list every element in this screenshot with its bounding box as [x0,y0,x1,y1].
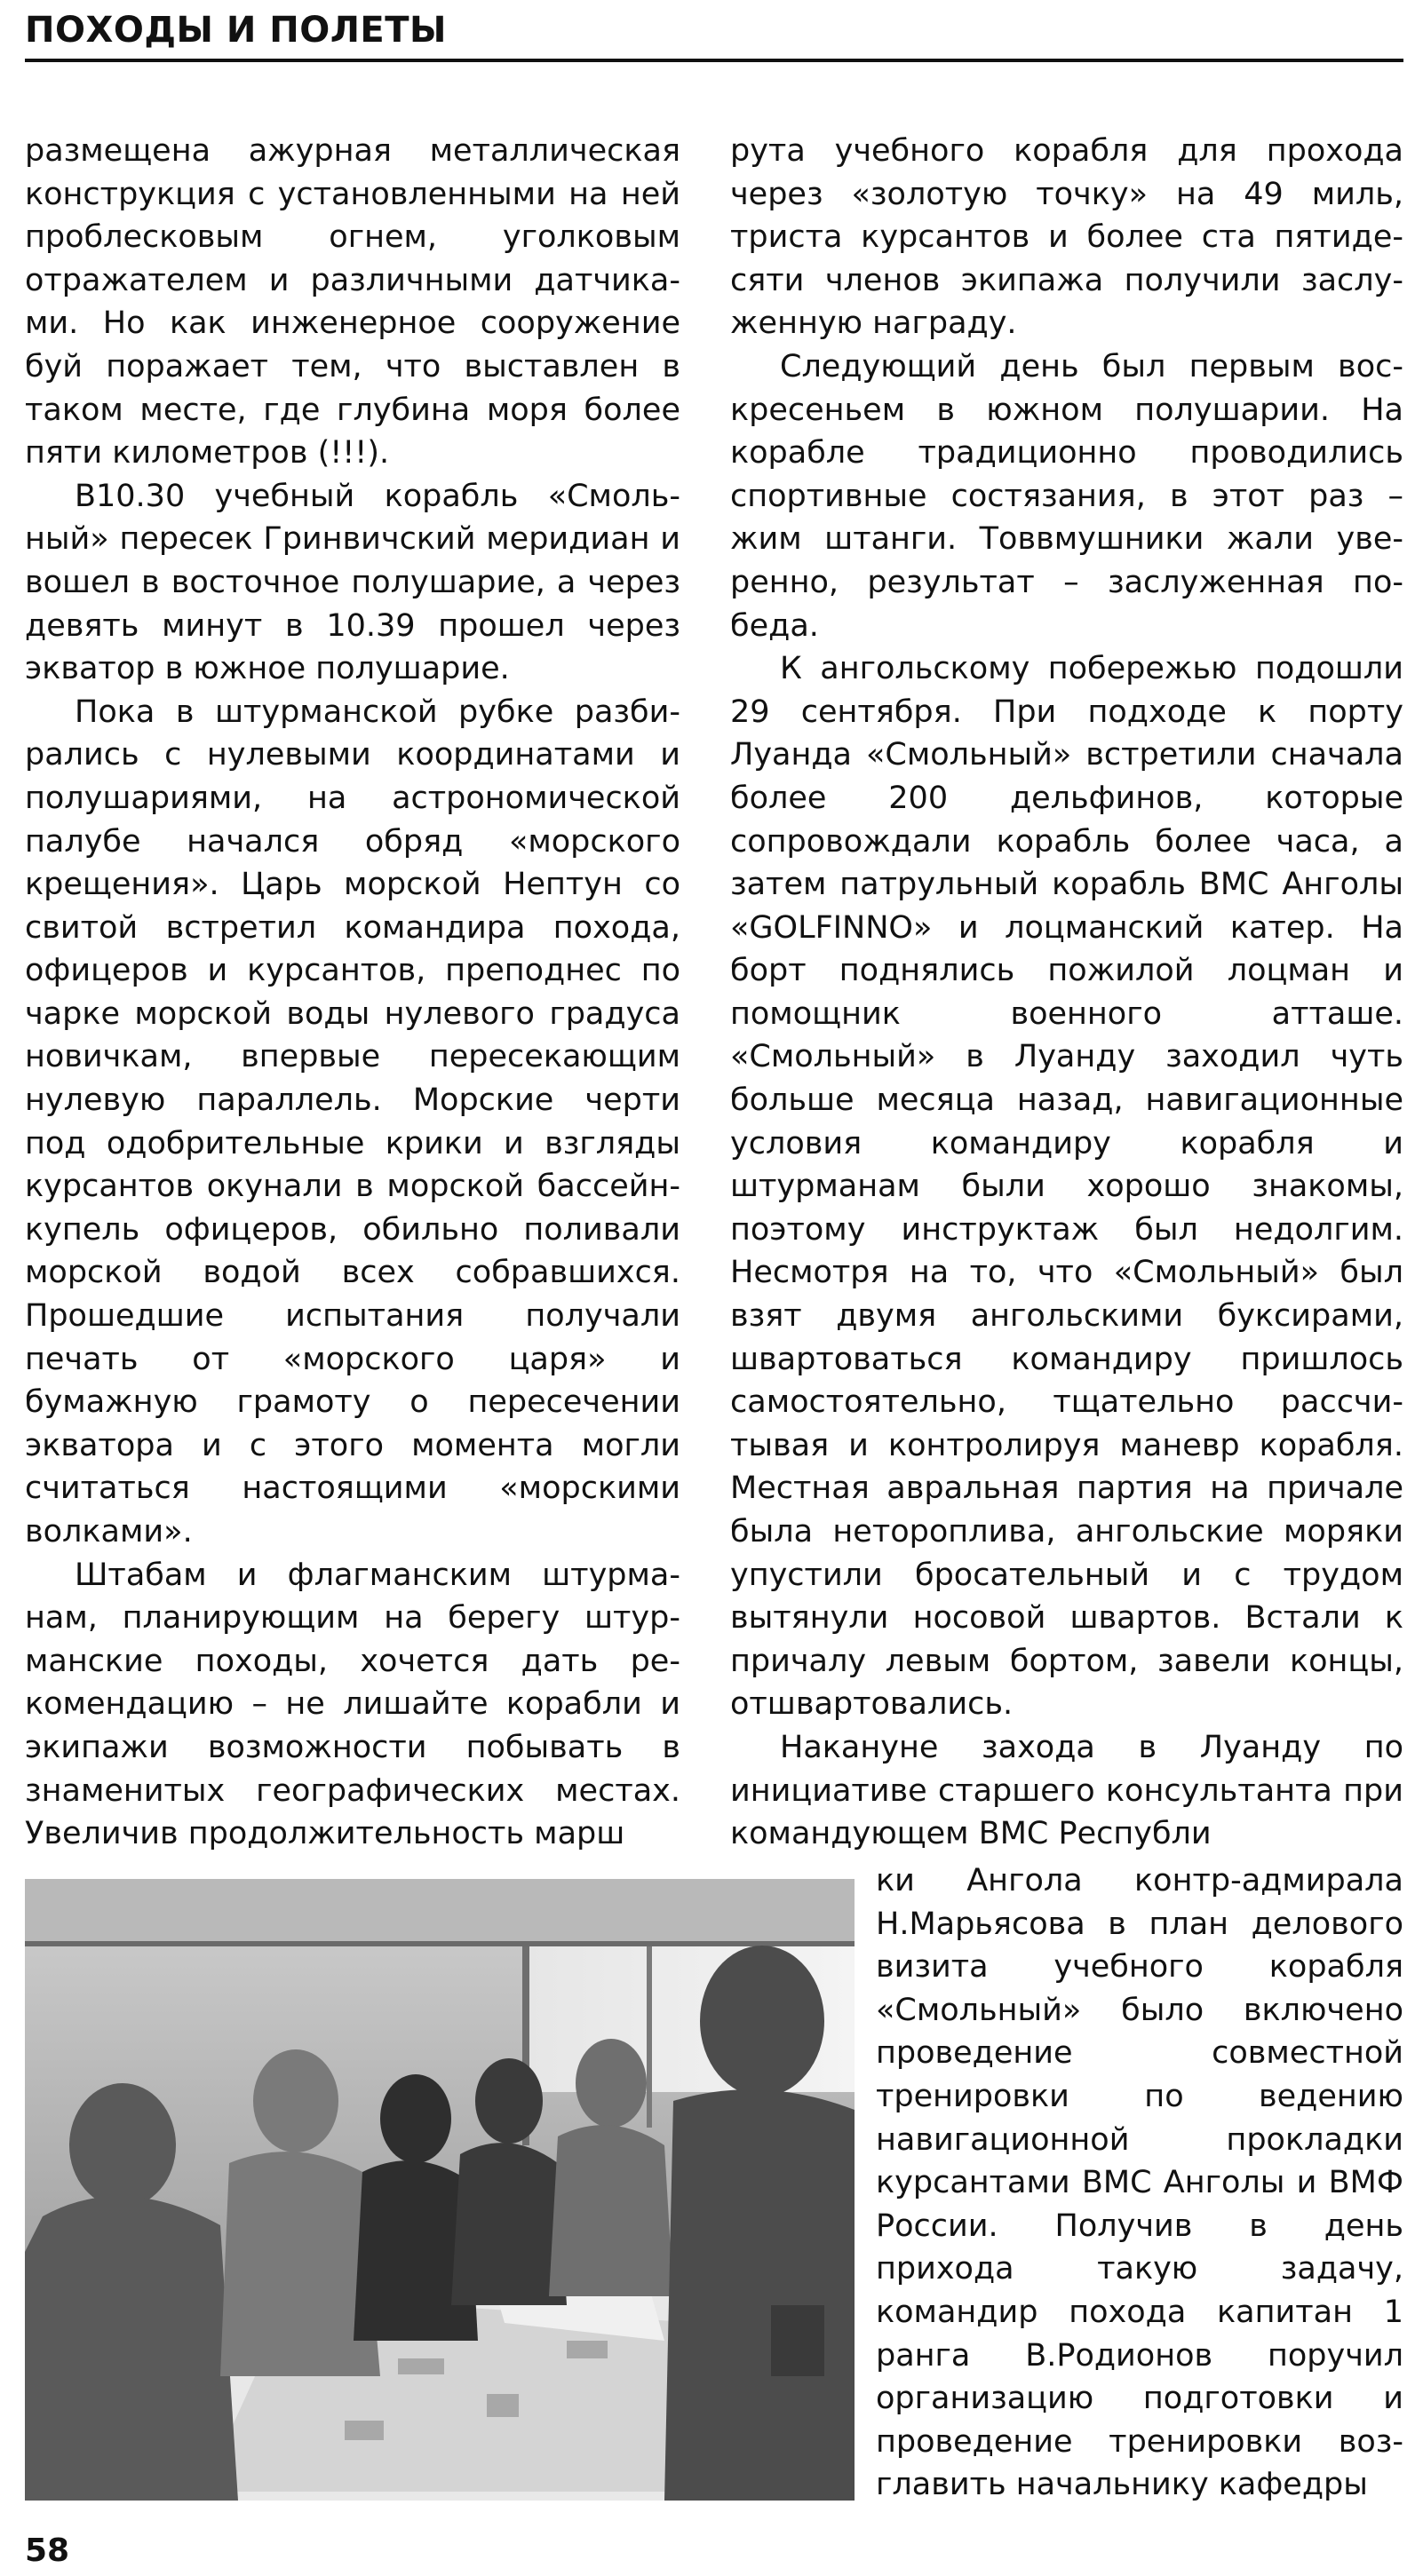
photo-navigation-training-icon [25,1879,855,2501]
paragraph: размещена ажурная металлическая конструкция с установленными на ней проблесковым огнем, уголковым отражателем и различными датчиками. Но как инженерное сооружение буй поражает тем, что выставлен в таком месте, где глубина моря более пяти километров (!!!). [25,133,680,472]
paragraph: Пока в штурманской рубке разбирались с нулевыми координатами и полушариями, на астрономической палубе начался обряд «морского крещения». Царь морской Нептун со свитой встретил командира похода, офицеров и курсантов, преподнес по чарке морской воды нулевого градуса новичкам, впервые пересекающим нулевую параллель. Морские черти под одобрительные крики и взгляды курсантов окунали в морской бассейн-купель офицеров, обильно поливали морской водой всех собравшихся. Прошедшие испытания получали печать от «морского царя» и бумажную грамоту о пересечении экватора и с этого момента могли считаться настоящими «морскими волками». [25,694,680,1550]
photo-illustration [25,1879,855,2501]
paragraph: рута учебного корабля для прохода через «золотую точку» на 49 миль, триста курсантов и более ста пятидесяти членов экипажа получили заслуженную награду. [730,133,1403,342]
section-title: ПОХОДЫ И ПОЛЕТЫ [25,10,447,51]
paragraph: К ангольскому побережью подошли 29 сентября. При подходе к порту Луанда «Смольный» встретили сначала более 200 дельфинов, которые сопровождали корабль более часа, а затем патрульный корабль ВМС Анголы «GOLFINNO» и лоцманский катер. На борт поднялись пожилой лоцман и помощник военного атташе. «Смольный» в Луанду заходил чуть больше месяца назад, навигационные условия командиру корабля и штурманам были хорошо знакомы, поэтому инструктаж был недолгим. Несмотря на то, что «Смольный» был взят двумя ангольскими буксирами, швартоваться командиру пришлось самостоятельно, тщательно рассчитывая и контролируя маневр корабля. Местная авральная партия на причале была нетороплива, ангольские моряки упустили бросательный и с трудом вытянули носовой швартов. Встали к причалу левым бортом, завели концы, отшвартовались. [730,651,1403,1723]
paragraph: В10.30 учебный корабль «Смольный» пересек Гринвичский меридиан и вошел в восточное полушарие, а через девять минут в 10.39 прошел через экватор в южное полушарие. [25,478,680,687]
wrap-text-beside-photo [876,1859,1403,2507]
paragraph: Штабам и флагманским штурманам, планирующим на берегу штурманские походы, хочется дать рекомендацию – не лишайте корабли и экипажи возможности побывать в знаменитых географических местах. Увеличив продолжительность марш [25,1557,680,1852]
paragraph: Накануне захода в Луанду по инициативе старшего консультанта при командующем ВМС Республи [730,1729,1403,1852]
left-column [25,130,680,1856]
right-column [730,130,1403,1856]
paragraph: ки Ангола контр-адмирала Н.Марьясова в план делового визита учебного корабля «Смольный» было включено проведение совместной тренировки по ведению навигационной прокладки курсантами ВМС Анголы и ВМФ России. Получив в день прихода такую задачу, командир похода капитан 1 ранга В.Родионов поручил организацию подготовки и проведение тренировки возглавить начальнику кафедры [876,1863,1403,2503]
header-rule [25,59,1403,62]
paragraph: Следующий день был первым воскресеньем в южном полушарии. На корабле традиционно проводились спортивные состязания, в этот раз – жим штанги. Товвмушники жали уверенно, результат – заслуженная победа. [730,348,1403,644]
page-number: 58 [25,2532,70,2569]
